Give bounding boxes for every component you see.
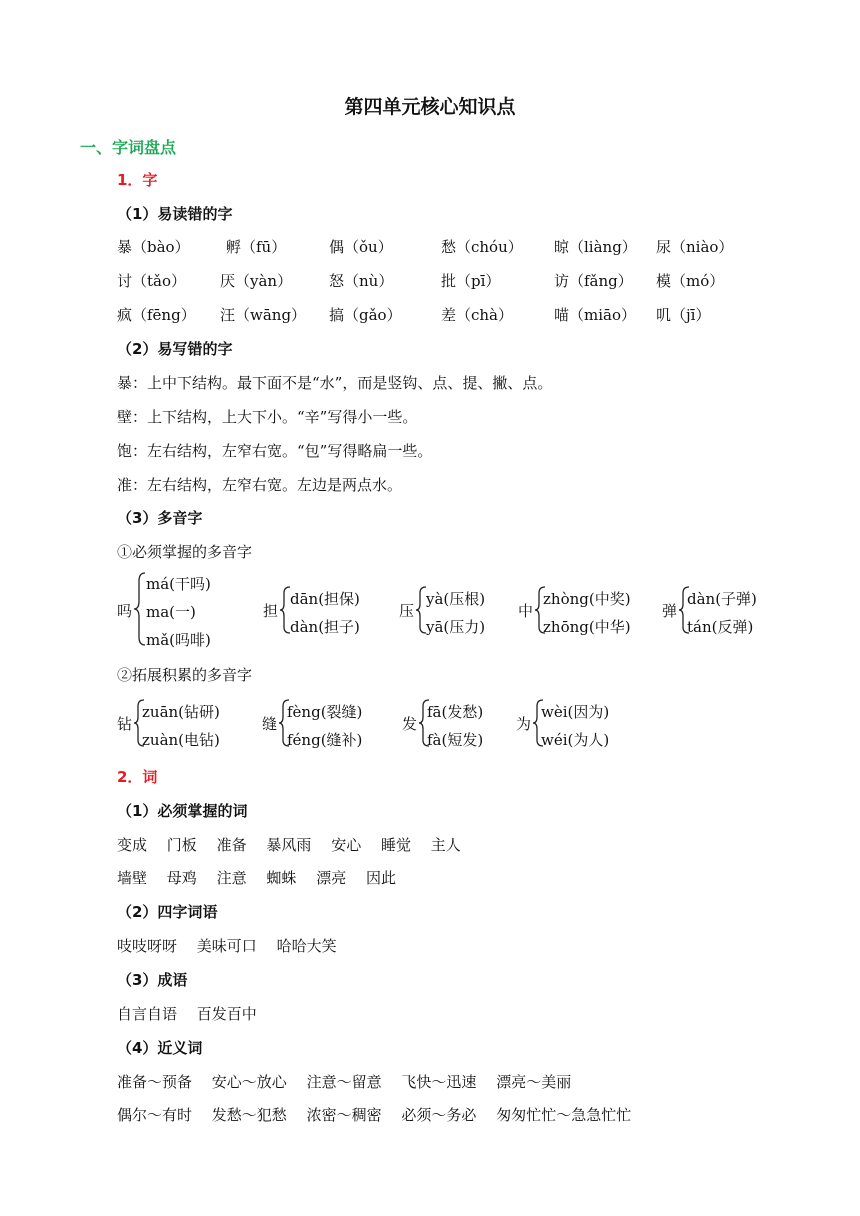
polyphone-reading: yā(压力) xyxy=(426,618,486,636)
easy-read-row xyxy=(117,304,817,328)
reading-item: 怒（nù） xyxy=(329,272,394,290)
word-list xyxy=(117,935,352,956)
synonym-item: 浓密～稠密 xyxy=(306,1106,382,1124)
polyphone-char: 钻 xyxy=(117,715,133,733)
polyphone-group xyxy=(516,698,636,774)
synonym-list xyxy=(117,1071,586,1092)
word-item: 百发百中 xyxy=(196,1005,257,1023)
synonym-item: 注意～留意 xyxy=(306,1073,382,1091)
synonym-item: 安心～放心 xyxy=(211,1073,287,1091)
easy-read-heading: （1）易读错的字 xyxy=(117,205,233,223)
polyphone-reading: yà(压根) xyxy=(426,590,486,608)
word-item: 暴风雨 xyxy=(266,836,312,854)
polyphone-reading: wèi(因为) xyxy=(541,703,610,721)
polyphone-char: 中 xyxy=(518,602,534,620)
polyphone-group xyxy=(399,585,509,661)
polyphone-char: 缝 xyxy=(262,715,278,733)
polyphone-reading: féng(缝补) xyxy=(287,731,363,749)
synonym-item: 偶尔～有时 xyxy=(117,1106,193,1124)
page-title: 第四单元核心知识点 xyxy=(344,96,516,118)
polyphone-reading: ma(一) xyxy=(146,603,196,621)
polyphone-char: 为 xyxy=(516,715,532,733)
synonym-item: 匆匆忙忙～急急忙忙 xyxy=(496,1106,632,1124)
word-item: 自言自语 xyxy=(117,1005,178,1023)
section-heading: 一、字词盘点 xyxy=(80,138,177,157)
polyphone-group xyxy=(117,698,247,774)
word-item: 哈哈大笑 xyxy=(276,937,337,955)
subsection-word-heading: 2．词 xyxy=(117,768,158,786)
polyphone-char: 吗 xyxy=(117,602,133,620)
easy-write-item: 暴：上中下结构。最下面不是“水”，而是竖钩、点、提、撇、点。 xyxy=(117,374,553,392)
polyphone-heading: （3）多音字 xyxy=(117,509,203,527)
easy-write-item: 壁：上下结构，上大下小。“辛”写得小一些。 xyxy=(117,408,418,426)
polyphone-group xyxy=(262,698,392,774)
polyphone-char: 压 xyxy=(399,602,415,620)
word-list xyxy=(117,834,476,855)
synonym-item: 漂亮～美丽 xyxy=(496,1073,572,1091)
must-words-heading: （1）必须掌握的词 xyxy=(117,802,248,820)
reading-item: 偶（ǒu） xyxy=(329,238,393,256)
easy-write-heading: （2）易写错的字 xyxy=(117,340,233,358)
polyphone-group xyxy=(402,698,512,774)
easy-write-item: 饱：左右结构，左窄右宽。“包”写得略扁一些。 xyxy=(117,442,433,460)
word-item: 墙壁 xyxy=(117,869,148,887)
reading-item: 晾（liàng） xyxy=(554,238,637,256)
word-item: 吱吱呀呀 xyxy=(117,937,178,955)
reading-item: 搞（gǎo） xyxy=(329,306,402,324)
word-list xyxy=(117,1003,272,1024)
reading-item: 孵（fū） xyxy=(226,238,287,256)
word-item: 美味可口 xyxy=(196,937,257,955)
reading-item: 喵（miāo） xyxy=(554,306,636,324)
polyphone-char: 担 xyxy=(263,602,279,620)
word-item: 变成 xyxy=(117,836,148,854)
polyphone-reading: zhòng(中奖) xyxy=(543,590,631,608)
polyphone-reading: mǎ(吗啡) xyxy=(146,631,211,649)
reading-item: 愁（chóu） xyxy=(441,238,523,256)
word-list xyxy=(117,867,411,888)
reading-item: 疯（fēng） xyxy=(117,306,196,324)
synonyms-heading: （4）近义词 xyxy=(117,1039,203,1057)
word-item: 注意 xyxy=(216,869,247,887)
reading-item: 叽（jī） xyxy=(656,306,711,324)
word-item: 门板 xyxy=(166,836,197,854)
reading-item: 差（chà） xyxy=(441,306,514,324)
synonym-item: 准备～预备 xyxy=(117,1073,193,1091)
brace-icon xyxy=(133,571,147,647)
reading-item: 厌（yàn） xyxy=(220,272,293,290)
polyphone-reading: fà(短发) xyxy=(427,731,484,749)
easy-write-item: 准：左右结构，左窄右宽。左边是两点水。 xyxy=(117,476,403,494)
easy-read-row xyxy=(117,270,817,294)
polyphone-reading: dàn(子弹) xyxy=(687,590,757,608)
polyphone-reading: dàn(担子) xyxy=(290,618,360,636)
word-item: 母鸡 xyxy=(166,869,197,887)
reading-item: 暴（bào） xyxy=(117,238,190,256)
polyphone-char: 弹 xyxy=(662,602,678,620)
subsection-char-heading: 1．字 xyxy=(117,171,158,189)
reading-item: 尿（niào） xyxy=(656,238,734,256)
word-item: 安心 xyxy=(331,836,362,854)
synonym-item: 飞快～迅速 xyxy=(401,1073,477,1091)
must-polyphone-title: ①必须掌握的多音字 xyxy=(117,543,253,561)
reading-item: 讨（tǎo） xyxy=(117,272,187,290)
reading-item: 访（fǎng） xyxy=(554,272,633,290)
polyphone-reading: fā(发愁) xyxy=(427,703,484,721)
polyphone-reading: dān(担保) xyxy=(290,590,360,608)
polyphone-reading: zuàn(电钻) xyxy=(142,731,220,749)
synonym-item: 必须～务必 xyxy=(401,1106,477,1124)
synonym-list xyxy=(117,1104,646,1125)
word-item: 漂亮 xyxy=(316,869,347,887)
polyphone-char: 发 xyxy=(402,715,418,733)
word-item: 因此 xyxy=(365,869,396,887)
idioms-heading: （3）成语 xyxy=(117,971,188,989)
polyphone-reading: zhōng(中华) xyxy=(543,618,631,636)
reading-item: 批（pī） xyxy=(441,272,501,290)
reading-item: 模（mó） xyxy=(656,272,725,290)
polyphone-group xyxy=(518,585,658,661)
polyphone-reading: tán(反弹) xyxy=(687,618,754,636)
ext-polyphone-title: ②拓展积累的多音字 xyxy=(117,666,253,684)
reading-item: 汪（wāng） xyxy=(220,306,307,324)
polyphone-reading: wéi(为人) xyxy=(541,731,610,749)
polyphone-reading: zuān(钻研) xyxy=(142,703,220,721)
polyphone-reading: má(干吗) xyxy=(146,575,211,593)
four-char-words-heading: （2）四字词语 xyxy=(117,903,218,921)
word-item: 主人 xyxy=(430,836,461,854)
word-item: 睡觉 xyxy=(380,836,411,854)
synonym-item: 发愁～犯愁 xyxy=(211,1106,287,1124)
polyphone-group xyxy=(662,585,782,661)
polyphone-group xyxy=(117,571,237,647)
polyphone-reading: fèng(裂缝) xyxy=(287,703,363,721)
word-item: 准备 xyxy=(216,836,247,854)
easy-read-row xyxy=(117,236,817,260)
word-item: 蜘蛛 xyxy=(266,869,297,887)
polyphone-group xyxy=(263,585,383,661)
